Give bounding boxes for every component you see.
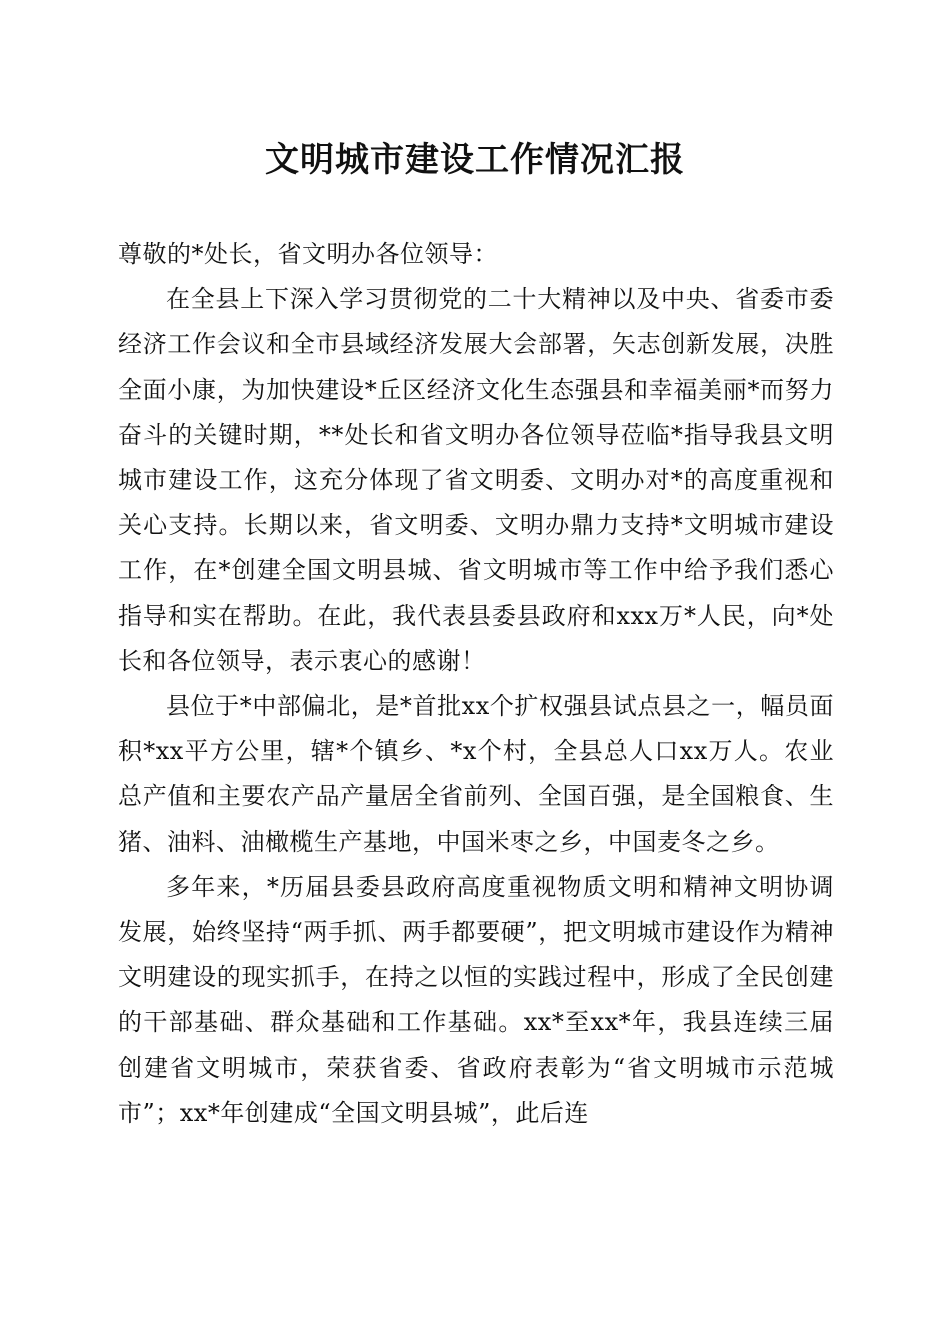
paragraph-county-overview: 县位于*中部偏北，是*首批xx个扩权强县试点县之一，幅员面积*xx平方公里，辖*个镇乡、*x个村，全县总人口xx万人。农业总产值和主要农产品产量居全省前列、全国百强，是全国粮食、生猪、油料、油橄榄生产基地，中国米枣之乡，中国麦冬之乡。 [118, 692, 834, 856]
paragraph-intro: 在全县上下深入学习贯彻党的二十大精神以及中央、省委市委经济工作会议和全市县域经济发展大会部署，矢志创新发展，决胜全面小康，为加快建设*丘区经济文化生态强县和幸福美丽*而努力奋斗的关键时期，**处长和省文明办各位领导莅临*指导我县文明城市建设工作，这充分体现了省文明委、文明办对*的高度重视和关心支持。长期以来，省文明委、文明办鼎力支持*文明城市建设工作，在*创建全国文明县城、省文明城市等工作中给予我们悉心指导和实在帮助。在此，我代表县委县政府和xxx万*人民，向*处长和各位领导，表示衷心的感谢！ [118, 285, 834, 675]
document-body [118, 232, 834, 1136]
document-title: 文明城市建设工作情况汇报 [265, 140, 685, 180]
paragraph-history: 多年来，*历届县委县政府高度重视物质文明和精神文明协调发展，始终坚持“两手抓、两手都要硬”，把文明城市建设作为精神文明建设的现实抓手，在持之以恒的实践过程中，形成了全民创建的干部基础、群众基础和工作基础。xx*至xx*年，我县连续三届创建省文明城市，荣获省委、省政府表彰为“省文明城市示范城市”；xx*年创建成“全国文明县城”，此后连 [118, 872, 834, 1127]
salutation: 尊敬的*处长，省文明办各位领导： [118, 240, 498, 268]
